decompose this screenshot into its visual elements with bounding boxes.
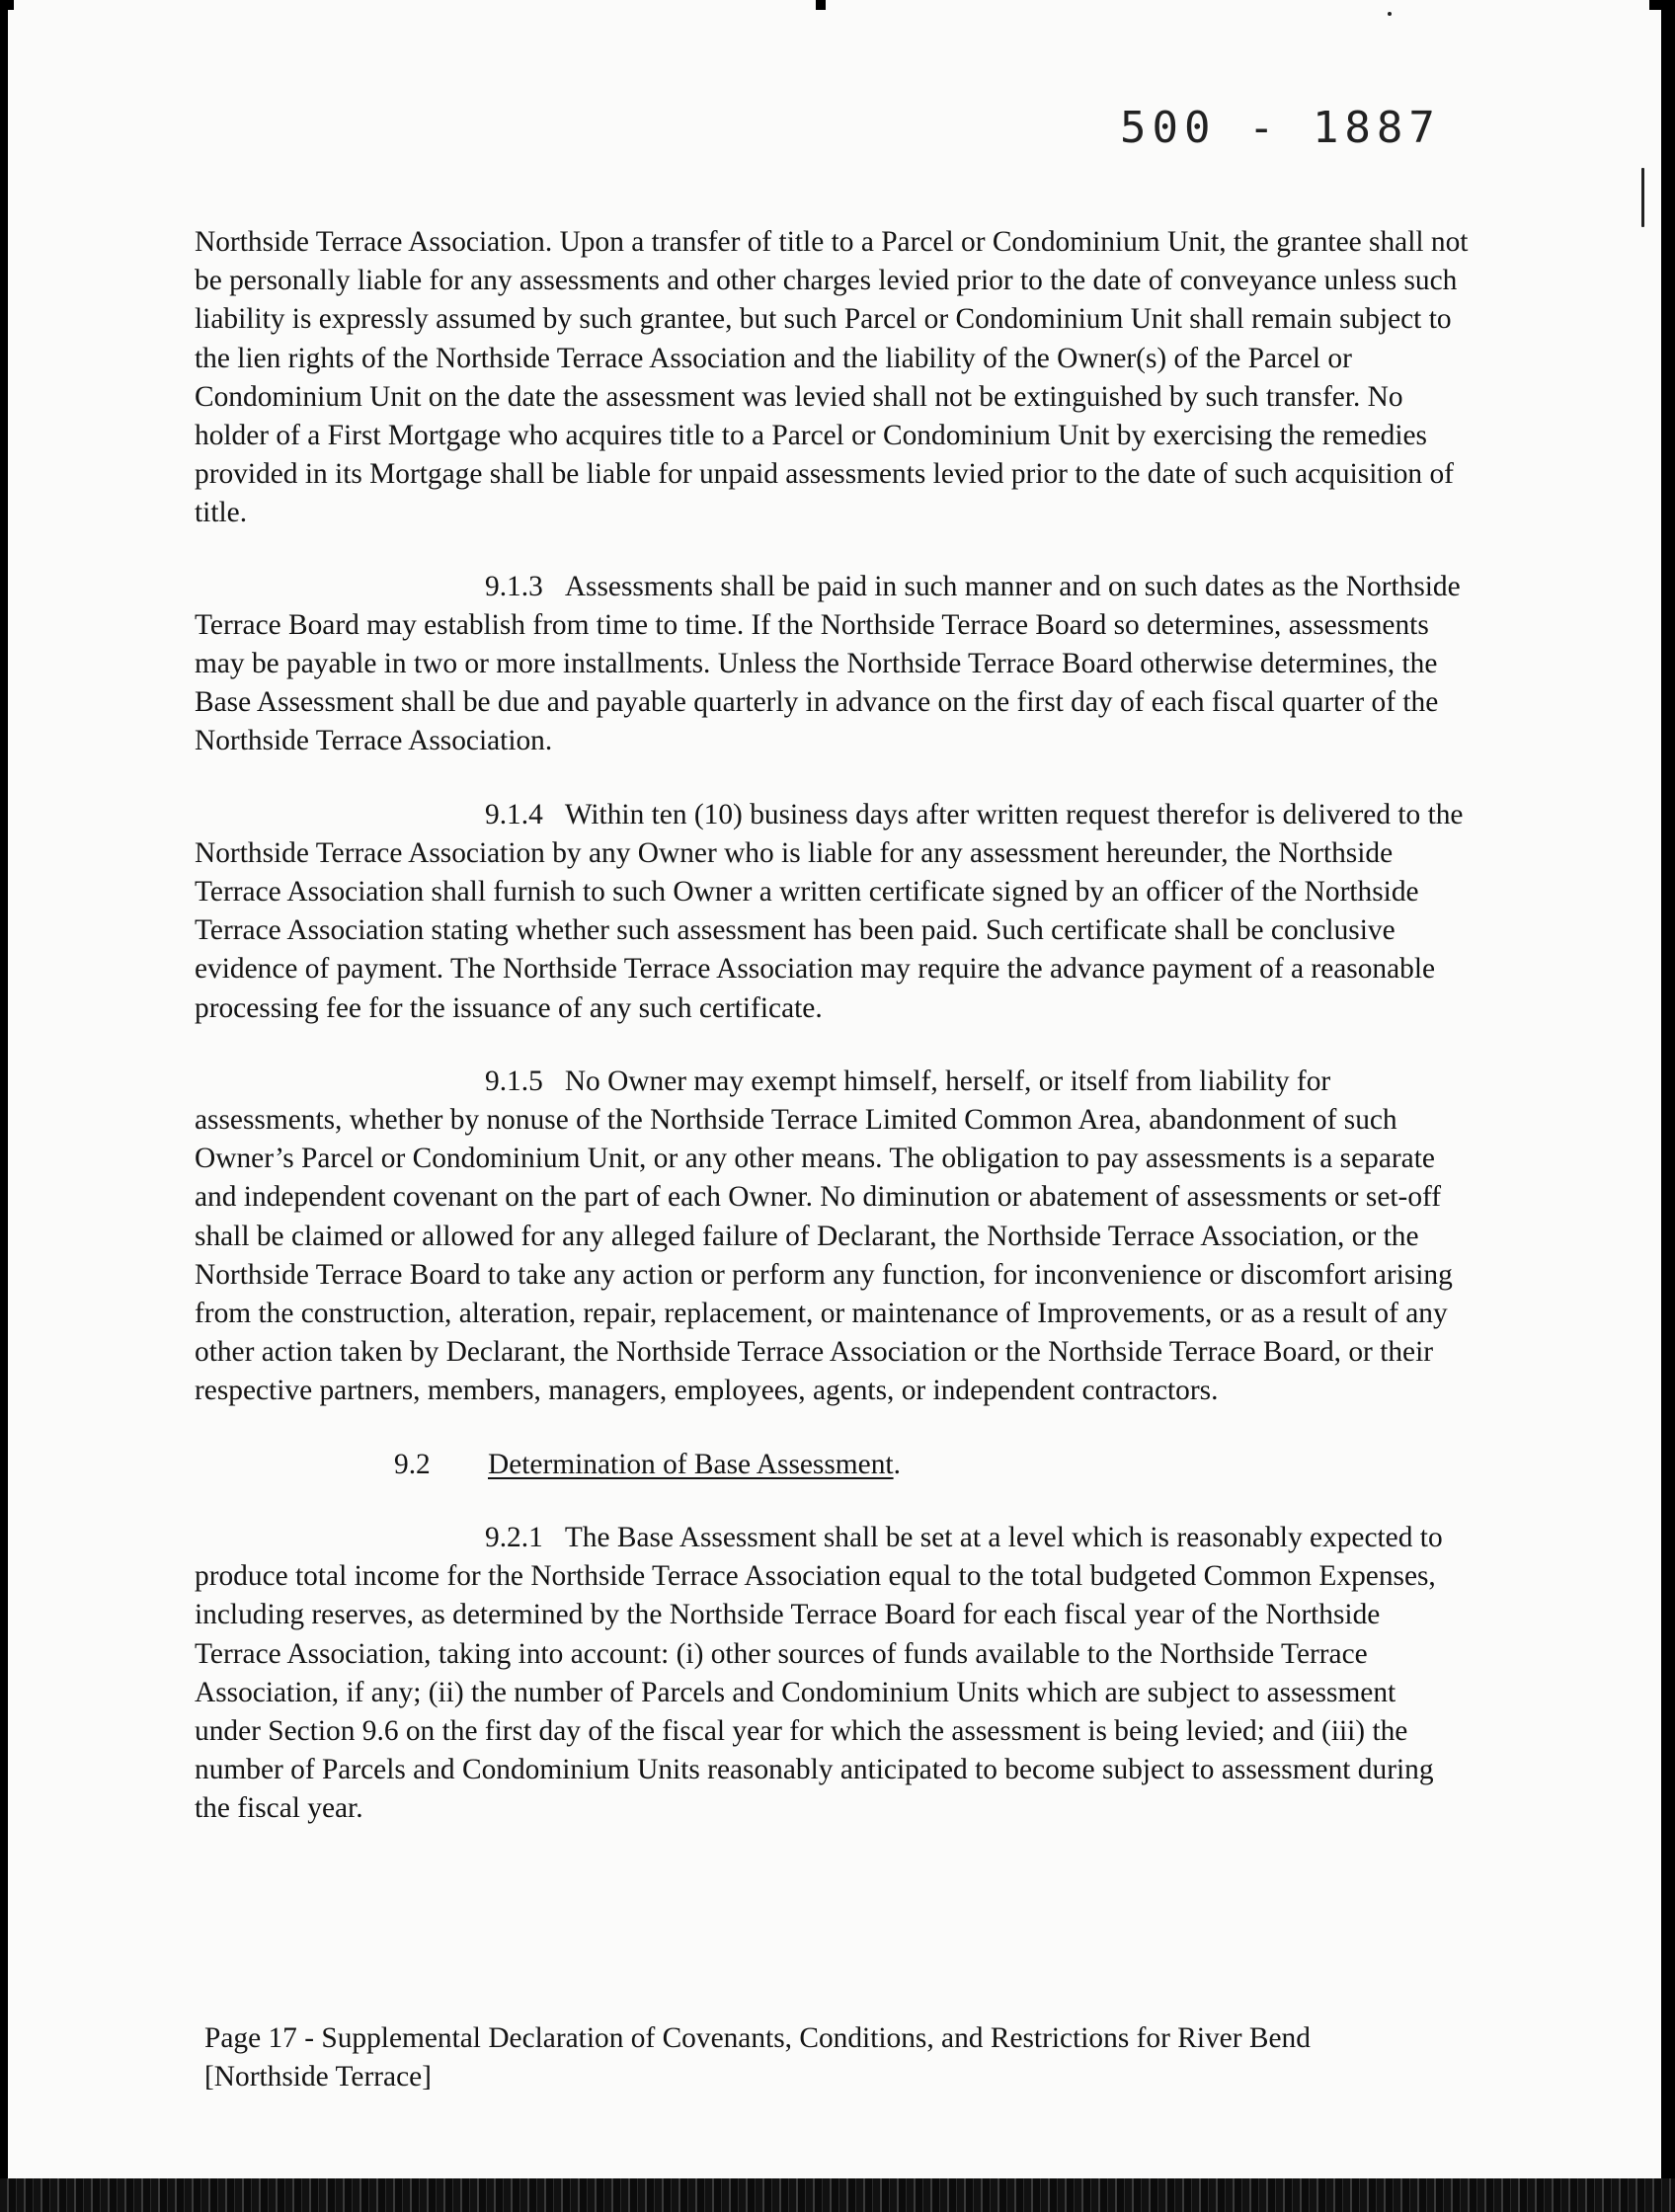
- section-9-1-3: [195, 568, 1469, 761]
- scan-mark: [1641, 168, 1644, 227]
- document-body: [195, 223, 1469, 1829]
- section-number: 9.2.1: [485, 1521, 543, 1553]
- section-number: 9.1.5: [485, 1065, 543, 1097]
- section-9-1-4: [195, 796, 1469, 1028]
- heading-number: 9.2: [394, 1448, 431, 1480]
- scan-bottom-edge: [0, 2178, 1675, 2212]
- section-9-2-1: [195, 1519, 1469, 1829]
- continuation-paragraph: Northside Terrace Association. Upon a transfer of title to a Parcel or Condominium Unit, the grantee shall not be personally liable for any assessments and other charges levied prior to the date of conveyance unless such liability is expressly assumed by such grantee, but such Parcel or Condominium Unit shall remain subject to the lien rights of the Northside Terrace Association and the liability of the Owner(s) of the Parcel or Condominium Unit on the date the assessment was levied shall not be extinguished by such transfer. No holder of a First Mortgage who acquires title to a Parcel or Condominium Unit by exercising the remedies provided in its Mortgage shall be liable for unpaid assessments levied prior to the date of such acquisition of title.: [195, 226, 1469, 529]
- section-number: 9.1.3: [485, 570, 543, 602]
- section-9-1-5: [195, 1063, 1469, 1411]
- heading-period: .: [893, 1448, 901, 1480]
- section-text: No Owner may exempt himself, herself, or itself from liability for assessments, whether by nonuse of the Northside Terrace Limited Common Area, abandonment of such Owner’s Parcel or Condominium Unit, or any other means. The obligation to pay assessments is a separate and independent covenant on the part of each Owner. No diminution or abatement of assessments or set-off shall be claimed or allowed for any alleged failure of Declarant, the Northside Terrace Association, or the Northside Terrace Board to take any action or perform any function, for inconvenience or discomfort arising from the construction, alteration, repair, replacement, or maintenance of Improvements, or as a result of any other action taken by Declarant, the Northside Terrace Association or the Northside Terrace Board, or their respective partners, members, managers, employees, agents, or independent contractors.: [195, 1065, 1453, 1407]
- heading-9-2: [195, 1446, 1469, 1484]
- scan-right-edge: [1661, 0, 1675, 2212]
- scan-top-edge: [0, 0, 1675, 10]
- heading-title: Determination of Base Assessment: [488, 1448, 894, 1480]
- section-text: Assessments shall be paid in such manner and on such dates as the Northside Terrace Board may establish from time to time. If the Northside Terrace Board so determines, assessments may be payable in two or more installments. Unless the Northside Terrace Board otherwise determines, the Base Assessment shall be due and payable quarterly in advance on the first day of each fiscal quarter of the Northside Terrace Association.: [195, 570, 1461, 757]
- section-number: 9.1.4: [485, 798, 543, 830]
- document-stamp-number: 500 - 1887: [1120, 103, 1441, 153]
- section-text: The Base Assessment shall be set at a level which is reasonably expected to produce total income for the Northside Terrace Association equal to the total budgeted Common Expenses, including reserves, as determined by the Northside Terrace Board for each fiscal year of the Northside Terrace Association, taking into account: (i) other sources of funds available to the Northside Terrace Association, if any; (ii) the number of Parcels and Condominium Units which are subject to assessment under Section 9.6 on the first day of the fiscal year for which the assessment is being levied; and (iii) the number of Parcels and Condominium Units reasonably anticipated to become subject to assessment during the fiscal year.: [195, 1521, 1443, 1825]
- page-footer: [204, 2019, 1488, 2096]
- scan-speck: [1388, 12, 1392, 16]
- footer-line-1: Page 17 - Supplemental Declaration of Covenants, Conditions, and Restrictions for River Bend: [204, 2022, 1311, 2054]
- scan-left-edge: [0, 0, 8, 2212]
- footer-line-2: [Northside Terrace]: [204, 2061, 432, 2093]
- section-text: Within ten (10) business days after written request therefor is delivered to the Northside Terrace Association by any Owner who is liable for any assessment hereunder, the Northside Terrace Association shall furnish to such Owner a written certificate signed by an officer of the Northside Terrace Association stating whether such assessment has been paid. Such certificate shall be conclusive evidence of payment. The Northside Terrace Association may require the advance payment of a reasonable processing fee for the issuance of any such certificate.: [195, 798, 1464, 1024]
